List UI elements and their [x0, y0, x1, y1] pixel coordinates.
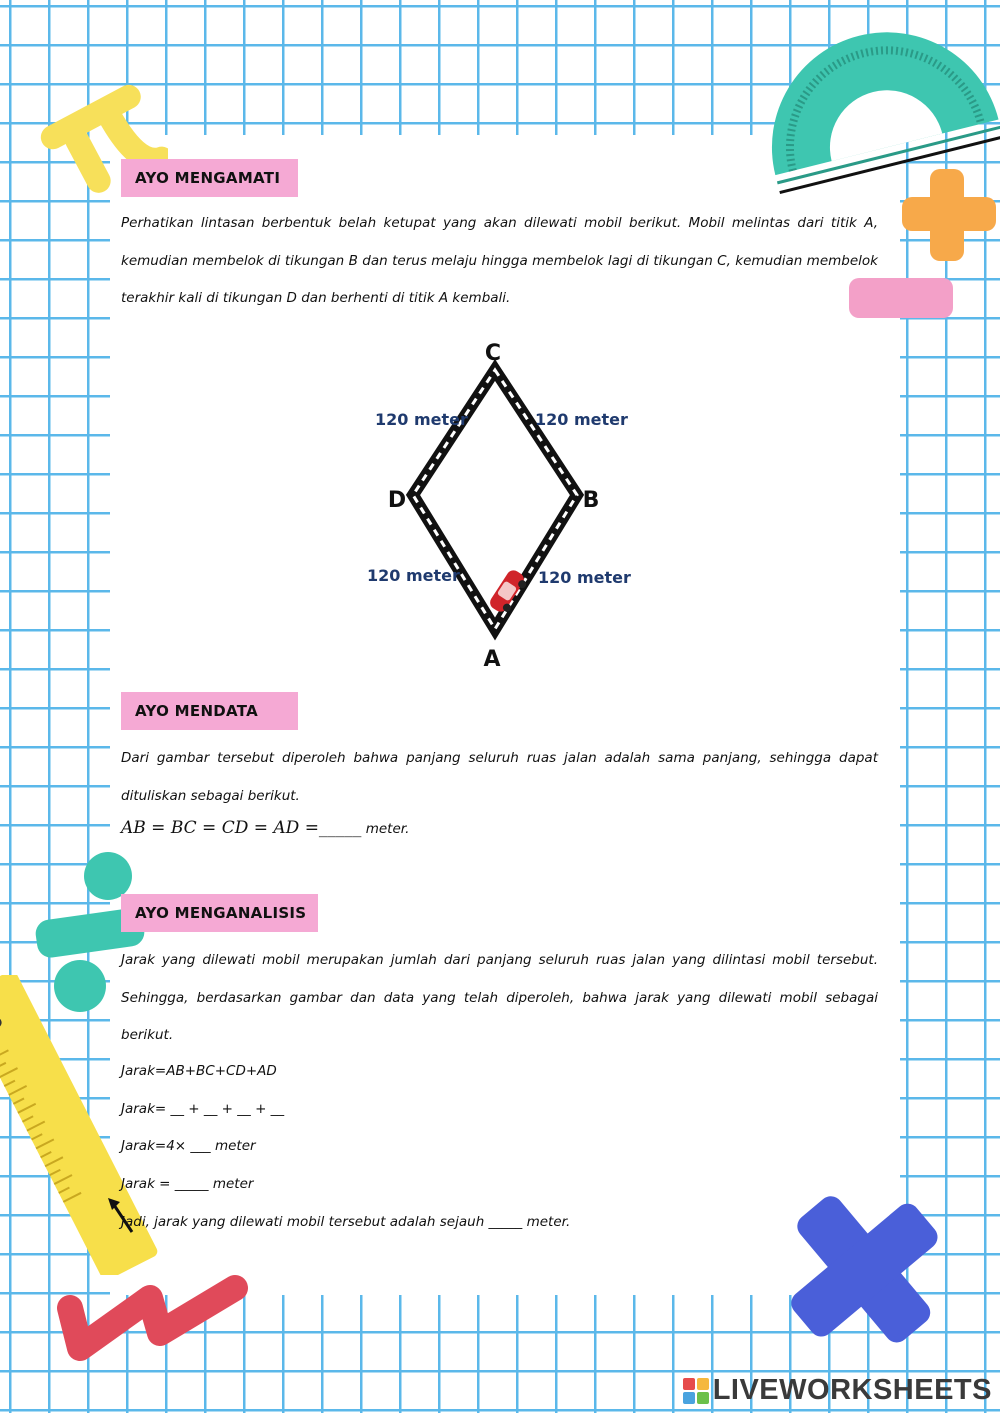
- analyze-heading: AYO MENGANALISIS: [121, 894, 318, 932]
- vertex-c-label: C: [484, 341, 502, 366]
- edge-label-cb: 120 meter: [535, 410, 628, 429]
- rhombus-track-dashes: [413, 370, 577, 629]
- liveworksheets-logo: [683, 1374, 992, 1407]
- cross-blue-icon: [778, 1190, 948, 1350]
- equation-text: AB = BC = CD = AD =_____: [121, 818, 362, 838]
- observe-paragraph: Perhatikan lintasan berbentuk belah ketupat yang akan dilewati mobil berikut. Mobil melintas dari titik A, kemudian membelok di tikungan B dan terus melaju hingga membelok lagi di tikungan C, kemudian membelok terakhir kali di tikungan D dan berhenti di titik A kembali.: [121, 215, 878, 306]
- zigzag-red-icon: [50, 1268, 250, 1368]
- data-heading: AYO MENDATA: [121, 692, 298, 730]
- analysis-conclusion: Jadi, jarak yang dilewati mobil tersebut adalah sejauh _____ meter.: [121, 1214, 571, 1230]
- analysis-line-4: Jarak = _____ meter: [121, 1176, 254, 1192]
- analysis-line-2: Jarak= __ + __ + __ + __: [121, 1101, 285, 1117]
- vertex-b-label: B: [582, 488, 600, 513]
- rhombus-track-outer: [413, 370, 577, 629]
- equation-line: [121, 818, 409, 838]
- liveworksheets-logo-icon: [683, 1378, 709, 1404]
- vertex-a-label: A: [483, 647, 501, 672]
- edge-label-ab: 120 meter: [538, 568, 631, 587]
- analysis-line-3: Jarak=4× ___ meter: [121, 1138, 256, 1154]
- edge-label-da: 120 meter: [367, 566, 460, 585]
- analysis-line-1: Jarak=AB+BC+CD+AD: [121, 1063, 277, 1079]
- analyze-paragraph: Jarak yang dilewati mobil merupakan jumlah dari panjang seluruh ruas jalan yang dilintasi mobil tersebut. Sehingga, berdasarkan gambar dan data yang telah diperoleh, bahwa jarak yang dilewati mobil sebagai berikut.: [121, 952, 878, 1043]
- data-paragraph: Dari gambar tersebut diperoleh bahwa panjang seluruh ruas jalan adalah sama panjang, sehingga dapat dituliskan sebagai berikut.: [121, 750, 878, 804]
- equation-unit: meter.: [361, 821, 410, 837]
- observe-heading: AYO MENGAMATI: [121, 159, 298, 197]
- rhombus-track-diagram: [355, 333, 635, 678]
- liveworksheets-brand-text: LIVEWORKSHEETS: [712, 1374, 992, 1406]
- vertex-d-label: D: [387, 488, 407, 513]
- edge-label-dc: 120 meter: [375, 410, 468, 429]
- plus-orange-icon: [898, 165, 1000, 265]
